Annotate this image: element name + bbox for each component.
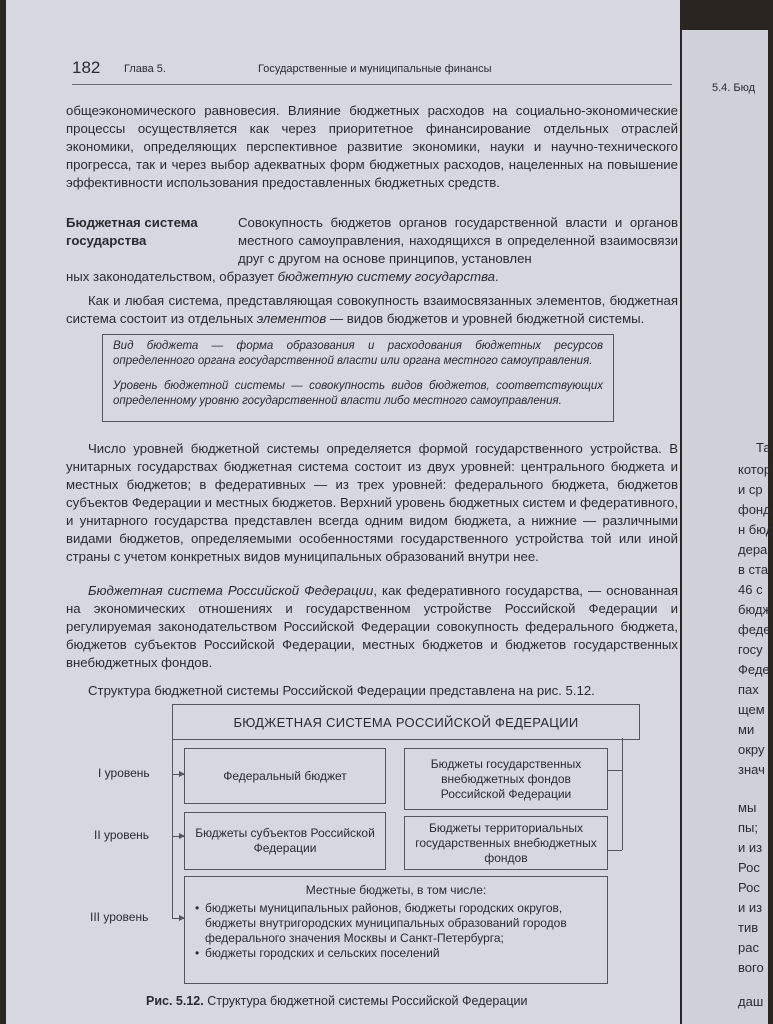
level-arrow-2	[172, 836, 184, 837]
territorial-funds-box: Бюджеты территориальных государственных внебюджетных фондов	[404, 816, 608, 870]
paragraph-1	[66, 102, 678, 192]
level-label-1: I уровень	[98, 766, 150, 780]
left-connector	[172, 738, 173, 918]
right-page-fragment: Рос	[738, 860, 760, 875]
paragraph-4-suffix: , как федеративного государства, — основанная на экономических отношениях и государственном устройстве Российской Федерации и регулируемая законодательством Российской Федерации совокупность федерального бюджета, бюджетов субъектов Российской Федерации, местных бюджетов и бюджетов государственных внебюджетных фондов.	[66, 583, 678, 670]
bullet-icon: •	[195, 946, 200, 960]
right-connector-top	[608, 770, 622, 771]
right-page-fragment: и ср	[738, 482, 763, 497]
local-budgets-title: Местные бюджеты, в том числе:	[305, 883, 487, 897]
subject-budgets-box: Бюджеты субъектов Российской Федерации	[184, 812, 386, 870]
right-page	[682, 30, 773, 1024]
bullet-icon: •	[195, 901, 200, 915]
section-cont-prefix: ных законодательством, образует	[66, 269, 278, 284]
local-budgets-item-2	[195, 946, 597, 961]
level-label-3: III уровень	[90, 910, 149, 924]
right-page-fragment: знач	[738, 762, 765, 777]
right-page-fragment: н бюд	[738, 522, 773, 537]
right-page-fragment: Та	[756, 440, 771, 455]
paragraph-2-prefix: Как и любая система, представляющая совокупность взаимосвязанных элементов, бюджетная система состоит из отдельных	[66, 293, 678, 326]
paragraph-4	[66, 582, 678, 672]
level-label-2: II уровень	[94, 828, 150, 842]
federal-budget-box: Федеральный бюджет	[184, 748, 386, 804]
right-page-fragment: фонд	[738, 502, 771, 517]
right-page-fragment: рас	[738, 940, 759, 955]
figure-label: Рис. 5.12.	[146, 994, 204, 1008]
right-page-fragment: пах	[738, 682, 759, 697]
right-connector	[622, 738, 623, 850]
page-number: 182	[72, 58, 101, 77]
paragraph-5	[66, 682, 678, 700]
running-header	[72, 58, 672, 82]
right-page-fragment: и из	[738, 840, 763, 855]
section-term: бюджетную систему государства	[277, 269, 495, 284]
paragraph-1-text: общеэкономического равновесия. Влияние бюджетных расходов на социально-экономические процессы осуществляется как через приоритетное финансирование отдельных отраслей экономики, определяющих перспективное развитие экономики, науки и научно-технического прогресса, так и через выбор адекватных форм бюджетных расходов, нацеленных на повышение эффективности использования предоставленных бюджетных средств.	[66, 103, 678, 190]
right-page-fragment: вого	[738, 960, 764, 975]
figure-caption-text: Структура бюджетной системы Российской Федерации	[203, 994, 528, 1008]
paragraph-2-suffix: — видов бюджетов и уровней бюджетной системы.	[326, 311, 645, 326]
paragraph-2	[66, 292, 678, 328]
local-budgets-item-1-text: бюджеты муниципальных районов, бюджеты городских округов, бюджеты внутригородских муниципальных образований городов федерального значения Москвы и Санкт-Петербурга;	[205, 901, 567, 945]
definitions-box	[102, 334, 614, 422]
left-page	[6, 0, 680, 1024]
right-page-fragment: тив	[738, 920, 759, 935]
right-page-fragment: Феде	[738, 662, 770, 677]
running-title: Государственные и муниципальные финансы	[258, 63, 492, 75]
chapter-label: Глава 5.	[124, 63, 166, 75]
paragraph-3	[66, 440, 678, 566]
right-page-fragment: котор	[738, 462, 772, 477]
right-page-fragment: в ста	[738, 562, 769, 577]
paragraph-5-text: Структура бюджетной системы Российской Федерации представлена на рис. 5.12.	[88, 683, 595, 698]
header-rule	[72, 84, 672, 85]
paragraph-4-term: Бюджетная система Российской Федерации	[88, 583, 374, 598]
right-page-fragment: и из	[738, 900, 763, 915]
right-page-fragment: щем	[738, 702, 765, 717]
state-funds-box: Бюджеты государственных внебюджетных фондов Российской Федерации	[404, 748, 608, 810]
paragraph-3-text: Число уровней бюджетной системы определяется формой государственного устройства. В унитарных государствах бюджетная система состоит из двух уровней: центрального бюджета и местных бюджетов; в федеративных — из трех уровней: федерального бюджета, бюджетов субъектов Федерации и местных бюджетов. Верхний уровень бюджетных систем и федеративного, и унитарного государства представлен всегда одним видом бюджета, а нижние — различными видами бюджетов, определяемыми особенностями государственного устройства той или иной страны с учетом конкретных видов муниципальных образований внутри нее.	[66, 441, 678, 564]
right-page-fragment: ми	[738, 722, 755, 737]
local-budgets-item-1	[195, 901, 597, 946]
section-continuation	[66, 268, 678, 286]
section-cont-suffix: .	[495, 269, 499, 284]
budget-system-diagram	[82, 704, 642, 994]
section-intro: Совокупность бюджетов органов государственной власти и органов местного самоуправления, находящихся в определенной взаимосвязи друг с другом на основе принципов, установлен	[238, 215, 678, 266]
figure-caption	[146, 994, 527, 1008]
local-budgets-item-2-text: бюджеты городских и сельских поселений	[205, 946, 440, 960]
right-page-fragment: феде	[738, 622, 771, 637]
right-page-fragment: 46 с	[738, 582, 763, 597]
right-connector-bottom	[608, 850, 622, 851]
level-arrow-1	[172, 774, 184, 775]
right-page-fragment: госу	[738, 642, 763, 657]
definition-budget-type: Вид бюджета — форма образования и расходования бюджетных ресурсов определенного органа государственной власти или органа местного самоуправления.	[113, 340, 603, 367]
right-page-fragment: пы;	[738, 820, 758, 835]
right-page-fragment: Рос	[738, 880, 760, 895]
paragraph-2-term: элементов	[256, 311, 327, 326]
right-page-fragment: дера	[738, 542, 768, 557]
local-budgets-box	[184, 876, 608, 984]
level-arrow-3	[172, 918, 184, 919]
right-page-header: 5.4. Бюд	[712, 82, 756, 94]
right-page-fragment: мы	[738, 800, 757, 815]
right-page-fragment: бюдж	[738, 602, 772, 617]
right-page-fragment: даш	[738, 994, 764, 1009]
definition-budget-level: Уровень бюджетной системы — совокупность видов бюджетов, соответствующих определенному уровню государственной власти либо местного самоуправления.	[113, 380, 603, 407]
right-page-fragment: окру	[738, 742, 765, 757]
section-heading: Бюджетная система государства	[66, 215, 198, 248]
diagram-title-box: БЮДЖЕТНАЯ СИСТЕМА РОССИЙСКОЙ ФЕДЕРАЦИИ	[172, 704, 640, 740]
